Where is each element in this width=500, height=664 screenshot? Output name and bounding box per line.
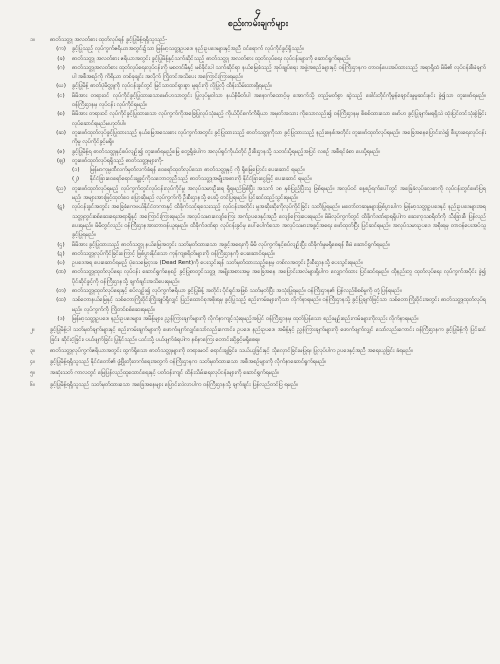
list-indent <box>30 55 50 64</box>
list-item <box>30 241 486 250</box>
list-item-text: ဓာတ်သတ္တုအလတ်စား ထုတ်လုပ်ရေးလုပ်ငန်းကို မစတင်မီနှင့် မစ်ခိုင်းပါ သက်ဆိုင်ရာ နယ်မြေခံသည့် အုပ်ချုပ်ရေး အဖွဲ့အစည်းများနှင့် ဝန်ကြီးဌာနက တာဝန်ပေးအပ်ထားသည့် အရာရှိထံ မိမိ၏ လုပ်ငန်းစီမံချက်ပါ အစီအစဉ်ကို ကိရိယာ တစ်ခုချင်း အလိုက် ကြိုတင်အသိပေး အကြောင်းကြားရမည်။ <box>72 64 486 81</box>
section-1 <box>30 36 486 45</box>
list-item <box>30 296 486 315</box>
list-marker: (ဆ) <box>56 129 66 136</box>
list-marker: (ဍ) <box>57 250 65 257</box>
list-marker: (ဏ) <box>55 269 66 276</box>
list-item <box>30 268 486 287</box>
list-marker: (တ) <box>56 288 66 295</box>
list-indent <box>30 82 50 91</box>
list-item <box>30 287 486 296</box>
section-number: ၅။ <box>30 370 35 377</box>
list-item <box>30 110 486 129</box>
list-item <box>30 203 486 240</box>
list-item <box>30 148 486 157</box>
list-item <box>30 175 486 184</box>
list-marker: (က) <box>56 46 66 53</box>
list-indent <box>30 185 50 204</box>
list-marker: (စ) <box>57 111 65 118</box>
list-item-text: မိမိအား ခွင့်ပြုထားသည့် ဓာတ်သတ္တု နယ်မြေအတွင်း သတ်မှတ်ထားသော အခွင့်အရေးကို မိမိ လုပ်ကွက်နှင့်စပ်လျဉ်းပြီး ထိခိုက်မှုမရှိစေရန် စီမံ ဆောင်ရွက်ရမည်။ <box>72 241 390 248</box>
section-text: ခွင့်ပြုမိန့်ပါ သတ်မှတ်ချက်များနှင့် စည်းကမ်းချက်များကို ဖောက်ဖျက်လျှင်သော်လည်းကောင်း၊ ဥပဒေ၊ နည်းဥပဒေ၊ အမိန့်နှင့် ညွှန်ကြားချက်များကို ဖောက်ဖျက်လျှင် သော်လည်းကောင်း ဝန်ကြီးဌာနက ခွင့်ပြုမိန့်ကို ပြင်ဆင်ခြင်း၊ ဆိုင်းငံ့ခြင်း၊ ပယ်ဖျက်ခြင်း ပြုနိုင်သည်။ ယင်းသို့ ပယ်ဖျက်ခံရပါက နစ်နာကြေး တောင်းဆိုခွင့်မရှိစေရ။ <box>50 327 486 343</box>
section-text: ခွင့်ပြုမိန့်ရရှိသူသည် သတ်မှတ်ထားသော အခြေအနေများ ပြောင်းလဲလာပါက ဝန်ကြီးဌာနသို့ ချက်ချင်း ပြန်လည်တင်ပြ ရမည်။ <box>50 381 298 388</box>
list-item <box>30 45 486 54</box>
list-marker: (ဂ) <box>57 64 65 71</box>
list-item <box>30 315 486 324</box>
list-marker: (င) <box>57 92 65 99</box>
list-marker: (၂) <box>72 176 80 183</box>
list-marker: (ဃ) <box>56 83 66 90</box>
list-indent <box>30 315 50 324</box>
list-marker: (ဋ) <box>57 204 65 211</box>
list-item-text: မိမိအား တရားဝင် လုပ်ကိုင်ခွင့်ပြုထားသော လုပ်ကွက်ကိုအခြေပြုလုပ်သုံးမည့် ကိုယ်ပိုင်စက်ကိရိယာ အမှတ်အသား ကိုသောလည်း၍ ဝန်ကြီးဌာနမှ စိစစ်ထားသော မော်ဟ ခွင့်ပြုချက်မရရှိသဲ ထုံးပြင်တင်သုံးစွဲခြင်း လုပ်ဆောင်ရမည်မဟုတ်ပါ။ <box>72 111 486 127</box>
list-item <box>30 82 486 91</box>
list-item <box>30 157 486 166</box>
list-item-text: ဓာတ်သတ္တုထုတ်လုပ်ရေးနှင့် စပ်လျဉ်း၍ လုပ်ကွက်ဧရိယာ ခွင့်ပြုမိန့် အတိုင်း ပိုင်ရှင်အဖြစ် သတ်မှတ်ပြီး အသုံးပြုရမည်။ ဝန်ကြီးဌာန၏ ပြန်လည်စိစစ်မှုကို တုံ့ပြန်ရမည်။ <box>72 288 402 295</box>
section-3 <box>30 347 486 356</box>
section-number: ၃။ <box>30 347 35 354</box>
list-item <box>30 259 486 268</box>
section-text: ခွင့်ပြုမိန့်ရရှိသူသည် နိုင်ငံတော်၏ ဖွံ့ဖြိုးတိုးတက်ရေးအတွက် ဝန်ကြီးဌာနက သတ်မှတ်ထားသော အစီအစဉ်များကို လိုက်နာဆောင်ရွက်ရမည်။ <box>50 359 327 366</box>
list-indent <box>30 64 50 83</box>
list-item-text: မိမိအား တရားဝင် လုပ်ကိုင်ခွင့်ပြုထားသောမော်ဟသာတွင်း ပြုလုပ်မှုဝါသာ နယ်နိမိတ်ပါ အနောက်ထောင့်မှ အောက်သို့ တည့်မတ်စွာ ဆွဲသည့် ခေါင်းတိုင်ကိုမွန်ချောင်းမှုမှုဆင်းနင်း ခွဲ၍သာ တူးဖော်ရမည်။ ဝန်ကြီးဌာနမှ လုပ်ငန်း လုပ်ကိုင်ရမည်။ <box>72 92 486 109</box>
page-number: ၄ <box>255 6 261 17</box>
list-item <box>30 92 486 111</box>
list-marker: (ဌ) <box>57 241 65 248</box>
list-indent <box>50 166 72 175</box>
list-indent <box>30 92 50 111</box>
section-2 <box>30 326 486 345</box>
list-indent <box>30 287 50 296</box>
list-marker: (ဈ) <box>56 157 66 164</box>
list-item <box>30 250 486 259</box>
list-indent <box>30 259 50 268</box>
list-item-text: သစ်တောနယ်မြေနှင့် သစ်တောကြိုးဝိုင်းကြိုးချုပ်ရှိလျှင် ပြည်ထောင်စုအစိုးရမှ ခွင့်ပြုသည့် စည်းကမ်းများကိုသာ လိုက်နာရမည်။ ဝန်ကြီးဌာနသို့ ခွင့်ပြုချက်ဖြင့်သာ သစ်တောကြိုးဝိုင်းအတွင်း ဓာတ်သတ္တုထုတ်လုပ်ရမည်။ လုပ်ကွက်ကို ကြိုတင်စစ်ဆေးရမည်။ <box>72 297 486 313</box>
section-4 <box>30 358 486 367</box>
section-text: အဆုံးသတ် ကာလတွင် မြေပြန်လည်ထူထောင်ရေးနှင့် ပတ်ဝန်းကျင် ထိန်းသိမ်းရေးလုပ်ငန်းများကို ဆောင်ရွက်ရမည်။ <box>50 370 280 377</box>
section-number: ၂။ <box>30 327 35 334</box>
list-indent <box>30 241 50 250</box>
list-item-text: မြန်မာ့သတ္တုဥပဒေ၊ နည်းဥပဒေများ၊ အမိန့်များ၊ ညွှန်ကြားချက်များကို လိုက်နာကျင့်သုံးရမည့်အပြင် ဝန်ကြီးဌာနမှ ထုတ်ပြန်သော စည်းမျဉ်းစည်းကမ်းများကိုလည်း လိုက်နာရမည်။ <box>72 315 419 322</box>
list-item-text: တူးဖော်ထုတ်လုပ်ခွင့်ပြုထားသည့် နယ်မြေအသေးစား လုပ်ကွက်အတွင်း ခွင့်ပြုထားသည့် ဓာတ်သတ္တုကိုသာ ခွင့်ပြုထားသည့် နည်းစနစ်အတိုင်း တူးဖော်ထုတ်လုပ်ရမည်။ အခြေအနေပြောင်းလဲ၍ စီးပွားရေးလုပ်ငန်းကိုမူ လုပ်ကိုင်ခွင့်မရှိ။ <box>72 129 486 146</box>
section-number: ၁။ <box>30 37 35 43</box>
list-item-text: တူးဖော်ထုတ်လုပ်ရရှိသည့် ဓာတ်သတ္တုများကို- <box>72 157 164 164</box>
list-marker: (ဎ) <box>57 260 65 267</box>
list-marker: (ည) <box>56 185 66 192</box>
list-indent <box>30 157 50 166</box>
list-marker: (ဇ) <box>57 148 65 155</box>
list-indent <box>30 296 50 315</box>
list-item-text: ဥပဒေအရ ပေးဆောင်ရမည့် ပုံသေမြေငှားခ (Dead Rent)ကို ပေးသွင်းရန် သတ်မှတ်ထားသည့်နေ့မှ တစ်လအတွင်း ဦးစီးဌာနသို့ ပေးသွင်းရမည်။ <box>72 260 363 267</box>
section-number: ၆။ <box>30 381 35 388</box>
list-item-text: မြန်မာကုမ္ပဏီလက်မှတ်လက်ခံရန် ဝေရော်ထုတ်လုပ်သော ဓာတ်သတ္တုနှင့် ကို ရှိမြေပြောင်း ပေးဆောင် ရမည်။ <box>90 167 305 174</box>
list-item <box>30 55 486 64</box>
list-item-text: တူးဖော်ထုတ်လုပ်ရမည့် လုပ်ကွက်တွင်လုပ်ငန်းလုပ်ကိုင်မှု အလုပ်သမားဦးရေ ရှိရမည်ဖြစ်ပြီး အသက် ၁၈ နှစ်ပြည့်ပြီးသူ ဖြစ်ရမည်။ အလုပ်ဝင် နေ့စဉ်ရက်ပေါ်တွင် အခြေခံလုပ်ခလစာကို လုပ်ငန်းတွင်ဖော်ပြရမည်၊ အများအားဖြင့်ထုတ်ဝေ ပြောဆိုမည် လုပ်ကွက်ကို ဦးစီးဌာနသို့ ပေးပို့ တင်ပြရမည်။ ပြင်ဆင်ထည့်သွင်းရမည်။ <box>72 185 486 202</box>
list-marker: (ဒ) <box>57 315 65 322</box>
list-indent <box>30 129 50 148</box>
list-item-text: လုပ်ငန်းခွင်အတွင်း အခြေခံကေဗယ်နိုင်ငံတကာနှင့် ထိခိုက်သင့်ရသေးသည့် လုပ်ငန်းအတိုင်း မှုအဆိုးဆိုးကိုလုပ်ကိုင်ခြင်း သတိပြုရမည်။ မတော်တဆမှုများဖြစ်ပွားပါက မြန်မာ့သတ္တုဥပဒေနှင့် နည်းဥပဒေများအရ သတ္တုတွင်းစစ်ဆေးရေးအရာရှိနှင့် အကြောင်းကြားရမည်။ အလုပ်သမားလျော်ကြေး အက်ဥပဒေနှင့်အညီ လျော်ကြေးပေးရမည်။ မိမိလုပ်ကွက်တွင် ထိခိုက်ဒဏ်ရာရရှိပါက ဆေးကုသစရိတ်ကို သီးခြားစီ ပြန်လည်ပေးရမည်။ မိမိတွင်လည်း ဝန်ကြီးဌာနအားတာဝန်ယူရမည်။ ထိခိုက်ဒဏ်ရာ လုပ်ငန်းခွင်မှ ပေါ်ပေါက်သော အလုပ်သမားအခွင့်အရေး ဖော်ထုတ်ပြီး ပြင်ဆင်ရမည်။ အလုပ်သမားဥပဒေ အစိုးရမှ တာဝန်ပေးအပ်သူ ခွင့်ပြုရမည်။ <box>72 204 486 239</box>
section-intro: ဓာတ်သတ္တု အလတ်စား ထုတ်လုပ်ရန် ခွင့်ပြုမိန့်ရရှိသူသည်- <box>50 37 168 43</box>
list-item <box>30 129 486 148</box>
list-indent <box>30 250 50 259</box>
list-item-text: ဓာတ်သတ္တုထုတ်လုပ်ရေး လုပ်ငန်း ဆောင်ရွက်နေစဉ် ခွင့်ပြုစာတွင်သတ္တု အမျိုးအစားအမှု အခြေအနေ အပြောင်းအလဲများရှိပါက လျှောက်ထား ပြင်ဆင်ရမည်။ ထိုနည်းတူ ထုတ်လုပ်ရေး လုပ်ကွက်အပိုင်း ခွဲ၍ ပိုင်ဆိုင်ခွင့်ကို ဝန်ကြီးဌာနသို့ ချက်ချင်းအသိပေးရမည်။ <box>72 269 486 285</box>
list-item-text: ခွင့်ပြုသည့် လုပ်ကွက်ဧရိယာအတွင်း၌သာ မြန်မာ့သတ္တုဥပဒေ၊ နည်းဥပဒေများနှင့်အညီ ဝင်ရောက် လုပ်ကိုင်ခွင့်ရှိသည်။ <box>72 46 304 53</box>
list-item-text: နိုင်ငံခြားဝေရော်ရောင်းချခွင့်ကိုသဘောတူညီသည့် ဓာတ်သတ္တုအမျိုးအစားကို နိုင်ငံခြားငွေဖြင့် ပေးဆောင် ရမည်။ <box>90 176 312 183</box>
list-item-text: ဓာတ်သတ္တုလုပ်ကိုင်ခြင်းကြောင့် ဖြစ်ပွားနိုင်သော ကုန်ကျစရိတ်များကို ဝန်ကြီးဌာနကို ပေးဆောင်ရမည်။ <box>72 250 276 257</box>
list-indent <box>50 175 72 184</box>
list-indent <box>30 203 50 240</box>
section-text: ဓာတ်သတ္တုလုပ်ကွက်ဧရိယာအတွင်း ထွက်ရှိသော ဓာတ်သတ္တုများကို တရားမဝင် ရောင်းချခြင်း၊ သယ်ယူခြင်းနှင့် သိုလှောင်ခြင်းမပြုရ။ ပြုလုပ်ပါက ဥပဒေနှင့်အညီ အရေးယူခြင်း ခံရမည်။ <box>50 347 413 354</box>
list-indent <box>30 148 50 157</box>
section-6 <box>30 381 486 390</box>
list-marker: (ခ) <box>57 55 65 62</box>
list-item-text: ခွင့်ပြုမိန့် ဓာတ်ပုံမိတ္တူကို လုပ်ငန်းခွင်တွင် မြင်သာထင်ရှားစွာ မူရင်းကို လိုပြုလို ထိန်းသိမ်းထားရှိရမည်။ <box>72 83 273 90</box>
list-item-text: ခွင့်ပြုမိန့်ရ ဓာတ်သတ္တုနှင့်စပ်လျဉ်း၍ တူးဖော်ရမည့်မြေ တွေ့ရှိခဲ့ပါက အလုပ်ရှင်ကိုယ်တိုင် ဦးစီးဌာနသို့ သတင်းပို့ရမည့်အပြင် လစဉ် အစီရင်ခံစာ ပေးပို့ရမည်။ <box>72 148 381 155</box>
list-indent <box>30 268 50 287</box>
list-item <box>30 64 486 83</box>
list-indent <box>30 166 50 175</box>
page-heading: စည်းကမ်းချက်များ <box>227 19 289 29</box>
list-marker: (၁) <box>72 167 80 174</box>
list-item <box>30 166 486 175</box>
section-5 <box>30 369 486 378</box>
section-number: ၄။ <box>30 359 35 366</box>
list-item <box>30 185 486 204</box>
list-marker: (ထ) <box>56 297 66 304</box>
list-item-text: ဓာတ်သတ္တု အလတ်စား ဧရိယာအတွင်း ခွင့်ပြုမိန့်နှင့်သက်ဆိုင်သည့် ဓာတ်သတ္တု အလတ်စား ထုတ်လုပ်ရေး လုပ်ငန်းများကို ဆောင်ရွက်ရမည်။ <box>72 55 351 62</box>
list-indent <box>30 45 50 54</box>
list-indent <box>30 110 50 129</box>
list-indent <box>30 175 50 184</box>
